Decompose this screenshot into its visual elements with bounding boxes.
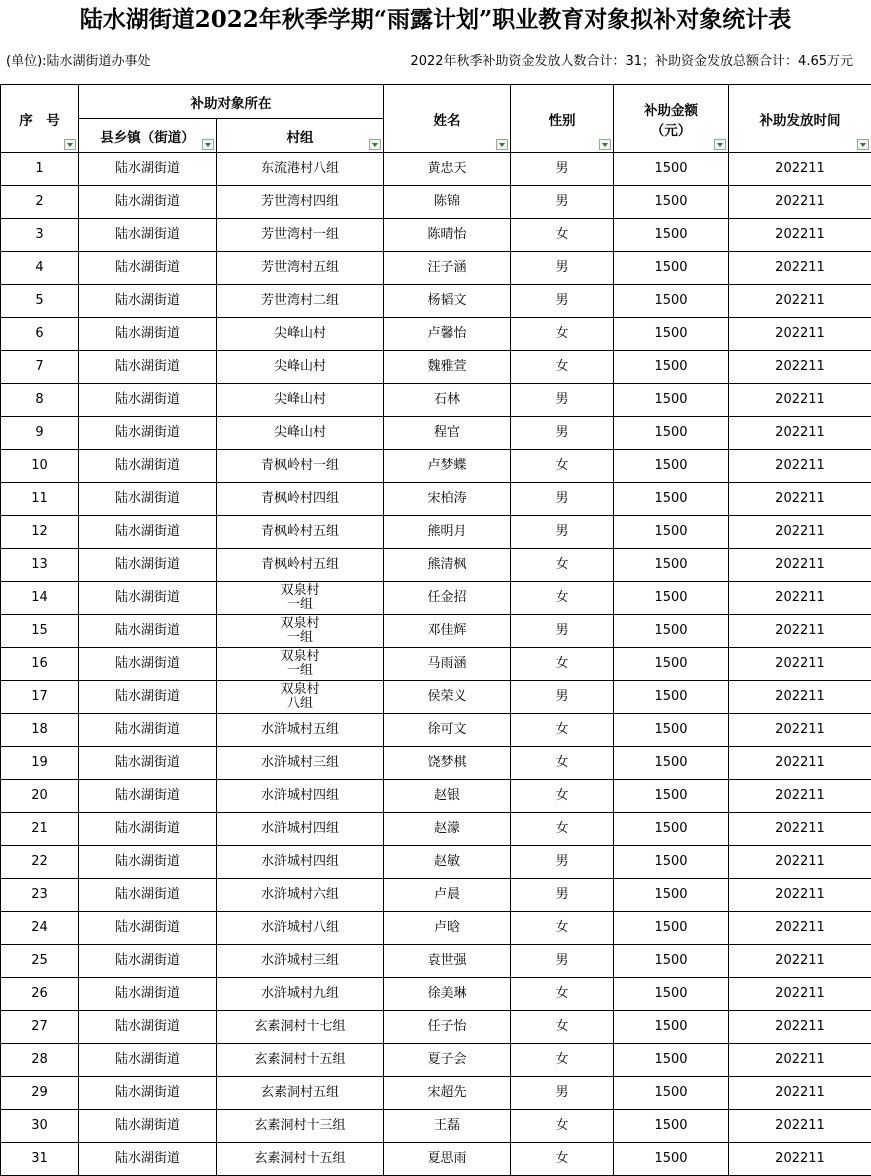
- cell-date[interactable]: 202211: [729, 747, 871, 780]
- cell-name[interactable]: 陈晴怡: [384, 219, 511, 252]
- cell-gender[interactable]: 女: [511, 714, 614, 747]
- cell-date[interactable]: 202211: [729, 450, 871, 483]
- cell-gender[interactable]: 男: [511, 153, 614, 186]
- cell-town[interactable]: 陆水湖街道: [79, 912, 217, 945]
- table-row: [1, 1110, 871, 1143]
- dropdown-filter-icon[interactable]: [202, 139, 214, 150]
- cell-village[interactable]: 水浒城村四组: [217, 813, 384, 846]
- cell-no[interactable]: 2: [1, 186, 79, 219]
- header-amount: [614, 85, 729, 153]
- cell-town[interactable]: 陆水湖街道: [79, 252, 217, 285]
- cell-gender[interactable]: 男: [511, 945, 614, 978]
- cell-village[interactable]: 青枫岭村五组: [217, 549, 384, 582]
- cell-gender[interactable]: 男: [511, 285, 614, 318]
- header-town-label: 县乡镇（街道）: [100, 130, 195, 146]
- cell-village[interactable]: [217, 681, 384, 714]
- cell-gender[interactable]: 男: [511, 615, 614, 648]
- cell-gender[interactable]: 男: [511, 879, 614, 912]
- cell-gender[interactable]: 女: [511, 318, 614, 351]
- cell-town[interactable]: 陆水湖街道: [79, 318, 217, 351]
- cell-gender[interactable]: 女: [511, 813, 614, 846]
- cell-name[interactable]: 魏雅萱: [384, 351, 511, 384]
- table-row: [1, 846, 871, 879]
- cell-town[interactable]: 陆水湖街道: [79, 615, 217, 648]
- cell-gender[interactable]: 男: [511, 516, 614, 549]
- cell-amount[interactable]: 1500: [614, 483, 729, 516]
- cell-no[interactable]: 28: [1, 1044, 79, 1077]
- cell-gender[interactable]: 女: [511, 978, 614, 1011]
- cell-date[interactable]: 202211: [729, 186, 871, 219]
- cell-amount[interactable]: 1500: [614, 318, 729, 351]
- cell-name[interactable]: 程官: [384, 417, 511, 450]
- header-date-label: 补助发放时间: [760, 113, 841, 129]
- cell-village-text: 双泉村一组: [275, 650, 325, 678]
- cell-gender[interactable]: 女: [511, 912, 614, 945]
- dropdown-filter-icon[interactable]: [369, 139, 381, 150]
- cell-no[interactable]: 15: [1, 615, 79, 648]
- table-row: [1, 417, 871, 450]
- cell-no[interactable]: 20: [1, 780, 79, 813]
- cell-gender[interactable]: 女: [511, 780, 614, 813]
- cell-amount[interactable]: 1500: [614, 252, 729, 285]
- header-gender: [511, 85, 614, 153]
- cell-date[interactable]: 202211: [729, 384, 871, 417]
- cell-amount[interactable]: 1500: [614, 1011, 729, 1044]
- cell-name[interactable]: 陈锦: [384, 186, 511, 219]
- cell-no[interactable]: 10: [1, 450, 79, 483]
- cell-town[interactable]: 陆水湖街道: [79, 714, 217, 747]
- cell-town[interactable]: 陆水湖街道: [79, 582, 217, 615]
- cell-town[interactable]: 陆水湖街道: [79, 450, 217, 483]
- cell-date[interactable]: 202211: [729, 351, 871, 384]
- cell-no[interactable]: 3: [1, 219, 79, 252]
- cell-town[interactable]: 陆水湖街道: [79, 1011, 217, 1044]
- cell-town[interactable]: 陆水湖街道: [79, 153, 217, 186]
- header-gender-label: 性别: [549, 113, 576, 129]
- cell-town[interactable]: 陆水湖街道: [79, 1110, 217, 1143]
- cell-name[interactable]: 徐美琳: [384, 978, 511, 1011]
- cell-no[interactable]: 21: [1, 813, 79, 846]
- cell-amount[interactable]: 1500: [614, 186, 729, 219]
- cell-town[interactable]: 陆水湖街道: [79, 219, 217, 252]
- cell-town[interactable]: 陆水湖街道: [79, 747, 217, 780]
- cell-no[interactable]: 6: [1, 318, 79, 351]
- cell-amount[interactable]: 1500: [614, 648, 729, 681]
- cell-name[interactable]: 赵敏: [384, 846, 511, 879]
- subsidy-table: [0, 84, 871, 1176]
- cell-gender[interactable]: 女: [511, 450, 614, 483]
- cell-name[interactable]: 黄忠天: [384, 153, 511, 186]
- cell-date[interactable]: 202211: [729, 1110, 871, 1143]
- dropdown-filter-icon[interactable]: [857, 139, 869, 150]
- cell-amount[interactable]: 1500: [614, 1077, 729, 1110]
- cell-village[interactable]: 芳世湾村一组: [217, 219, 384, 252]
- cell-village[interactable]: [217, 648, 384, 681]
- cell-town[interactable]: 陆水湖街道: [79, 945, 217, 978]
- cell-no[interactable]: 14: [1, 582, 79, 615]
- cell-town[interactable]: 陆水湖街道: [79, 483, 217, 516]
- cell-name[interactable]: 熊明月: [384, 516, 511, 549]
- cell-village[interactable]: 玄素洞村十五组: [217, 1143, 384, 1176]
- table-row: [1, 351, 871, 384]
- cell-gender[interactable]: 男: [511, 384, 614, 417]
- cell-no[interactable]: 26: [1, 978, 79, 1011]
- cell-amount[interactable]: 1500: [614, 714, 729, 747]
- cell-date[interactable]: 202211: [729, 252, 871, 285]
- cell-gender[interactable]: 男: [511, 252, 614, 285]
- cell-gender[interactable]: 女: [511, 1044, 614, 1077]
- cell-no[interactable]: 12: [1, 516, 79, 549]
- cell-village[interactable]: 水浒城村四组: [217, 780, 384, 813]
- cell-gender[interactable]: 男: [511, 483, 614, 516]
- cell-amount[interactable]: 1500: [614, 813, 729, 846]
- table-row: [1, 681, 871, 714]
- cell-name[interactable]: 卢晗: [384, 912, 511, 945]
- cell-date[interactable]: 202211: [729, 1143, 871, 1176]
- cell-village[interactable]: 青枫岭村一组: [217, 450, 384, 483]
- cell-town[interactable]: 陆水湖街道: [79, 780, 217, 813]
- cell-name[interactable]: 邓佳辉: [384, 615, 511, 648]
- cell-village[interactable]: 水浒城村六组: [217, 879, 384, 912]
- cell-name[interactable]: 夏思雨: [384, 1143, 511, 1176]
- cell-date[interactable]: 202211: [729, 780, 871, 813]
- cell-no[interactable]: 5: [1, 285, 79, 318]
- table-row: [1, 1143, 871, 1176]
- cell-town[interactable]: 陆水湖街道: [79, 879, 217, 912]
- cell-name[interactable]: 王磊: [384, 1110, 511, 1143]
- cell-name[interactable]: 赵濛: [384, 813, 511, 846]
- cell-date[interactable]: 202211: [729, 681, 871, 714]
- cell-date[interactable]: 202211: [729, 912, 871, 945]
- table-row: [1, 318, 871, 351]
- cell-village[interactable]: 东流港村八组: [217, 153, 384, 186]
- cell-amount[interactable]: 1500: [614, 945, 729, 978]
- dropdown-filter-icon[interactable]: [714, 139, 726, 150]
- cell-name[interactable]: 夏子会: [384, 1044, 511, 1077]
- table-row: [1, 252, 871, 285]
- cell-village[interactable]: 芳世湾村四组: [217, 186, 384, 219]
- table-row: [1, 450, 871, 483]
- cell-date[interactable]: 202211: [729, 417, 871, 450]
- cell-village[interactable]: 玄素洞村十五组: [217, 1044, 384, 1077]
- cell-village[interactable]: 水浒城村五组: [217, 714, 384, 747]
- cell-date[interactable]: 202211: [729, 582, 871, 615]
- cell-name[interactable]: 卢馨怡: [384, 318, 511, 351]
- table-row: [1, 747, 871, 780]
- table-row: [1, 714, 871, 747]
- cell-no[interactable]: 31: [1, 1143, 79, 1176]
- cell-town[interactable]: 陆水湖街道: [79, 1044, 217, 1077]
- cell-date[interactable]: 202211: [729, 846, 871, 879]
- header-index-label: 序 号: [19, 113, 60, 129]
- cell-date[interactable]: 202211: [729, 879, 871, 912]
- cell-amount[interactable]: 1500: [614, 351, 729, 384]
- cell-name[interactable]: 熊清枫: [384, 549, 511, 582]
- cell-town[interactable]: 陆水湖街道: [79, 186, 217, 219]
- cell-no[interactable]: 11: [1, 483, 79, 516]
- cell-name[interactable]: 杨韬文: [384, 285, 511, 318]
- cell-amount[interactable]: 1500: [614, 516, 729, 549]
- cell-amount[interactable]: 1500: [614, 681, 729, 714]
- cell-date[interactable]: 202211: [729, 1044, 871, 1077]
- cell-date[interactable]: 202211: [729, 978, 871, 1011]
- cell-village[interactable]: 芳世湾村二组: [217, 285, 384, 318]
- cell-no[interactable]: 18: [1, 714, 79, 747]
- cell-town[interactable]: 陆水湖街道: [79, 978, 217, 1011]
- cell-name[interactable]: 饶梦棋: [384, 747, 511, 780]
- cell-name[interactable]: 任金招: [384, 582, 511, 615]
- cell-village[interactable]: 玄素洞村十七组: [217, 1011, 384, 1044]
- cell-amount[interactable]: 1500: [614, 747, 729, 780]
- table-row: [1, 879, 871, 912]
- cell-gender[interactable]: 男: [511, 417, 614, 450]
- table-row: [1, 615, 871, 648]
- header-index: [1, 85, 79, 153]
- cell-name[interactable]: 任子怡: [384, 1011, 511, 1044]
- table-body: [1, 153, 871, 1176]
- cell-gender[interactable]: 男: [511, 846, 614, 879]
- cell-amount[interactable]: 1500: [614, 417, 729, 450]
- cell-gender[interactable]: 男: [511, 681, 614, 714]
- cell-village[interactable]: 玄素洞村十三组: [217, 1110, 384, 1143]
- table-row: [1, 285, 871, 318]
- table-row: [1, 219, 871, 252]
- cell-town[interactable]: 陆水湖街道: [79, 1077, 217, 1110]
- header-name-label: 姓名: [434, 113, 461, 129]
- cell-village[interactable]: 玄素洞村五组: [217, 1077, 384, 1110]
- cell-gender[interactable]: 女: [511, 747, 614, 780]
- cell-town[interactable]: 陆水湖街道: [79, 1143, 217, 1176]
- cell-name[interactable]: 卢晨: [384, 879, 511, 912]
- cell-gender[interactable]: 女: [511, 219, 614, 252]
- cell-town[interactable]: 陆水湖街道: [79, 813, 217, 846]
- dropdown-filter-icon[interactable]: [496, 139, 508, 150]
- cell-amount[interactable]: 1500: [614, 615, 729, 648]
- table-row: [1, 648, 871, 681]
- table-row: [1, 1077, 871, 1110]
- unit-label: (单位):陆水湖街道办事处: [6, 50, 151, 69]
- cell-town[interactable]: 陆水湖街道: [79, 681, 217, 714]
- table-row: [1, 549, 871, 582]
- cell-amount[interactable]: 1500: [614, 582, 729, 615]
- table-row: [1, 813, 871, 846]
- cell-date[interactable]: 202211: [729, 285, 871, 318]
- cell-no[interactable]: 29: [1, 1077, 79, 1110]
- cell-date[interactable]: 202211: [729, 549, 871, 582]
- cell-no[interactable]: 4: [1, 252, 79, 285]
- summary-label: 2022年秋季补助资金发放人数合计：31；补助资金发放总额合计：4.65万元: [410, 50, 853, 69]
- cell-no[interactable]: 7: [1, 351, 79, 384]
- cell-date[interactable]: 202211: [729, 219, 871, 252]
- cell-no[interactable]: 16: [1, 648, 79, 681]
- cell-no[interactable]: 1: [1, 153, 79, 186]
- table-row: [1, 516, 871, 549]
- cell-gender[interactable]: 女: [511, 648, 614, 681]
- dropdown-filter-icon[interactable]: [599, 139, 611, 150]
- cell-village[interactable]: [217, 615, 384, 648]
- header-name: [384, 85, 511, 153]
- cell-village[interactable]: 水浒城村三组: [217, 747, 384, 780]
- cell-gender[interactable]: 女: [511, 582, 614, 615]
- cell-name[interactable]: 袁世强: [384, 945, 511, 978]
- table-row: [1, 945, 871, 978]
- cell-name[interactable]: 宋柏涛: [384, 483, 511, 516]
- cell-no[interactable]: 8: [1, 384, 79, 417]
- cell-amount[interactable]: 1500: [614, 1110, 729, 1143]
- cell-village[interactable]: 青枫岭村五组: [217, 516, 384, 549]
- cell-gender[interactable]: 女: [511, 1143, 614, 1176]
- header-date: [729, 85, 871, 153]
- cell-amount[interactable]: 1500: [614, 879, 729, 912]
- table-row: [1, 912, 871, 945]
- cell-name[interactable]: 汪子涵: [384, 252, 511, 285]
- header-village: [217, 119, 384, 153]
- cell-no[interactable]: 27: [1, 1011, 79, 1044]
- cell-gender[interactable]: 女: [511, 549, 614, 582]
- table-row: [1, 384, 871, 417]
- cell-date[interactable]: 202211: [729, 516, 871, 549]
- cell-village[interactable]: 青枫岭村四组: [217, 483, 384, 516]
- header-village-label: 村组: [287, 130, 314, 146]
- cell-date[interactable]: 202211: [729, 813, 871, 846]
- cell-village[interactable]: 尖峰山村: [217, 384, 384, 417]
- cell-amount[interactable]: 1500: [614, 912, 729, 945]
- cell-town[interactable]: 陆水湖街道: [79, 351, 217, 384]
- cell-town[interactable]: 陆水湖街道: [79, 549, 217, 582]
- cell-gender[interactable]: 男: [511, 186, 614, 219]
- cell-town[interactable]: 陆水湖街道: [79, 417, 217, 450]
- cell-village[interactable]: 尖峰山村: [217, 417, 384, 450]
- cell-village-text: 双泉村一组: [275, 584, 325, 612]
- cell-amount[interactable]: 1500: [614, 285, 729, 318]
- cell-gender[interactable]: 女: [511, 1011, 614, 1044]
- header-amount-line2: （元）: [651, 123, 692, 139]
- cell-gender[interactable]: 女: [511, 1110, 614, 1143]
- cell-amount[interactable]: 1500: [614, 978, 729, 1011]
- cell-no[interactable]: 17: [1, 681, 79, 714]
- cell-amount[interactable]: 1500: [614, 1143, 729, 1176]
- table-row: [1, 1011, 871, 1044]
- cell-town[interactable]: 陆水湖街道: [79, 846, 217, 879]
- cell-date[interactable]: 202211: [729, 318, 871, 351]
- cell-date[interactable]: 202211: [729, 1077, 871, 1110]
- cell-date[interactable]: 202211: [729, 648, 871, 681]
- cell-name[interactable]: 赵银: [384, 780, 511, 813]
- cell-town[interactable]: 陆水湖街道: [79, 648, 217, 681]
- cell-village[interactable]: 水浒城村九组: [217, 978, 384, 1011]
- cell-gender[interactable]: 男: [511, 1077, 614, 1110]
- cell-village-text: 双泉村八组: [275, 683, 325, 711]
- cell-village[interactable]: 水浒城村四组: [217, 846, 384, 879]
- table-row: [1, 186, 871, 219]
- header-town: [79, 119, 217, 153]
- cell-no[interactable]: 24: [1, 912, 79, 945]
- cell-no[interactable]: 30: [1, 1110, 79, 1143]
- cell-village[interactable]: 水浒城村八组: [217, 912, 384, 945]
- cell-no[interactable]: 19: [1, 747, 79, 780]
- cell-name[interactable]: 宋超先: [384, 1077, 511, 1110]
- table-row: [1, 483, 871, 516]
- cell-amount[interactable]: 1500: [614, 219, 729, 252]
- cell-date[interactable]: 202211: [729, 1011, 871, 1044]
- cell-amount[interactable]: 1500: [614, 846, 729, 879]
- cell-no[interactable]: 25: [1, 945, 79, 978]
- cell-name[interactable]: 石林: [384, 384, 511, 417]
- cell-name[interactable]: 徐可文: [384, 714, 511, 747]
- cell-town[interactable]: 陆水湖街道: [79, 516, 217, 549]
- page-title: 陆水湖街道2022年秋季学期“雨露计划”职业教育对象拟补对象统计表: [0, 0, 871, 42]
- table-row: [1, 582, 871, 615]
- cell-gender[interactable]: 女: [511, 351, 614, 384]
- cell-name[interactable]: 马雨涵: [384, 648, 511, 681]
- cell-town[interactable]: 陆水湖街道: [79, 384, 217, 417]
- table-row: [1, 780, 871, 813]
- cell-amount[interactable]: 1500: [614, 780, 729, 813]
- cell-town[interactable]: 陆水湖街道: [79, 285, 217, 318]
- cell-date[interactable]: 202211: [729, 483, 871, 516]
- cell-village[interactable]: [217, 582, 384, 615]
- table-row: [1, 1044, 871, 1077]
- cell-name[interactable]: 卢梦蝶: [384, 450, 511, 483]
- cell-date[interactable]: 202211: [729, 945, 871, 978]
- cell-no[interactable]: 13: [1, 549, 79, 582]
- cell-amount[interactable]: 1500: [614, 384, 729, 417]
- dropdown-filter-icon[interactable]: [64, 139, 76, 150]
- cell-name[interactable]: 侯荣义: [384, 681, 511, 714]
- cell-amount[interactable]: 1500: [614, 549, 729, 582]
- cell-date[interactable]: 202211: [729, 615, 871, 648]
- cell-amount[interactable]: 1500: [614, 1044, 729, 1077]
- header-location-group: 补助对象所在: [79, 85, 384, 119]
- cell-date[interactable]: 202211: [729, 714, 871, 747]
- cell-village[interactable]: 尖峰山村: [217, 318, 384, 351]
- cell-no[interactable]: 22: [1, 846, 79, 879]
- cell-no[interactable]: 9: [1, 417, 79, 450]
- table-row: [1, 153, 871, 186]
- cell-village[interactable]: 尖峰山村: [217, 351, 384, 384]
- cell-no[interactable]: 23: [1, 879, 79, 912]
- table-row: [1, 978, 871, 1011]
- header-amount-line1: 补助金额: [644, 103, 698, 119]
- cell-village-text: 双泉村一组: [275, 617, 325, 645]
- cell-date[interactable]: 202211: [729, 153, 871, 186]
- cell-village[interactable]: 水浒城村三组: [217, 945, 384, 978]
- cell-village[interactable]: 芳世湾村五组: [217, 252, 384, 285]
- cell-amount[interactable]: 1500: [614, 153, 729, 186]
- cell-amount[interactable]: 1500: [614, 450, 729, 483]
